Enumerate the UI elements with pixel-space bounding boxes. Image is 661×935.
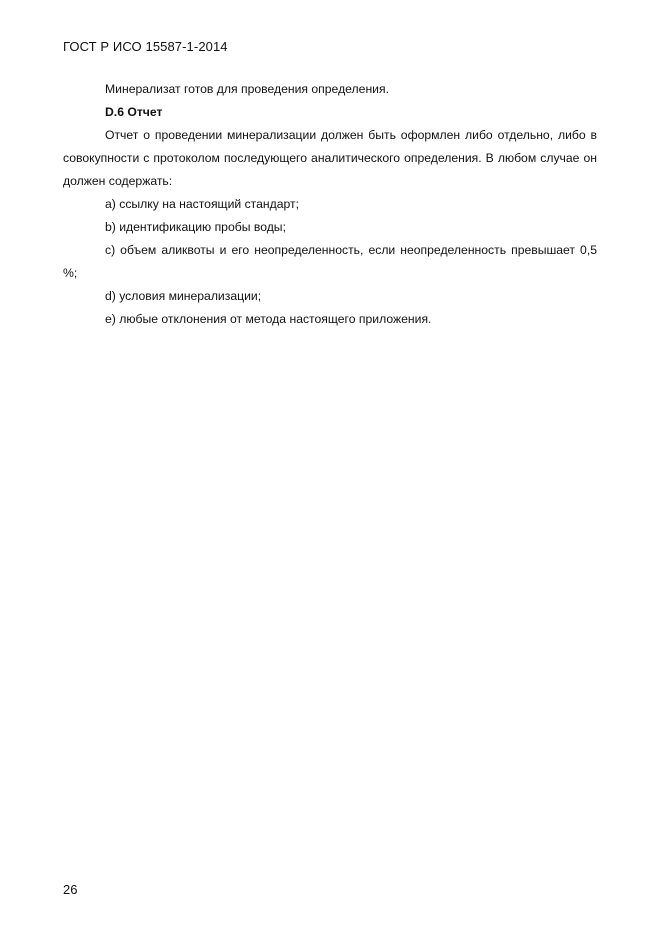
section-heading-report: D.6 Отчет [105, 105, 163, 119]
list-item-e: e) любые отклонения от метода настоящего приложения. [105, 312, 432, 326]
document-body [63, 78, 597, 331]
page-number: 26 [63, 882, 78, 897]
list-item-d: d) условия минерализации; [105, 289, 262, 303]
list-item-c: c) объем аликвоты и его неопределенность, если неопределенность превышает 0,5 %; [63, 243, 597, 280]
paragraph-mineralizate-ready: Минерализат готов для проведения определения. [105, 82, 389, 96]
document-header: ГОСТ Р ИСО 15587-1-2014 [63, 39, 228, 54]
list-item-a: a) ссылку на настоящий стандарт; [105, 197, 299, 211]
paragraph-report-intro: Отчет о проведении минерализации должен быть оформлен либо отдельно, либо в совокупности с протоколом последующего аналитического определения. В любом случае он должен содержать: [63, 128, 597, 188]
list-item-b: b) идентификацию пробы воды; [105, 220, 286, 234]
